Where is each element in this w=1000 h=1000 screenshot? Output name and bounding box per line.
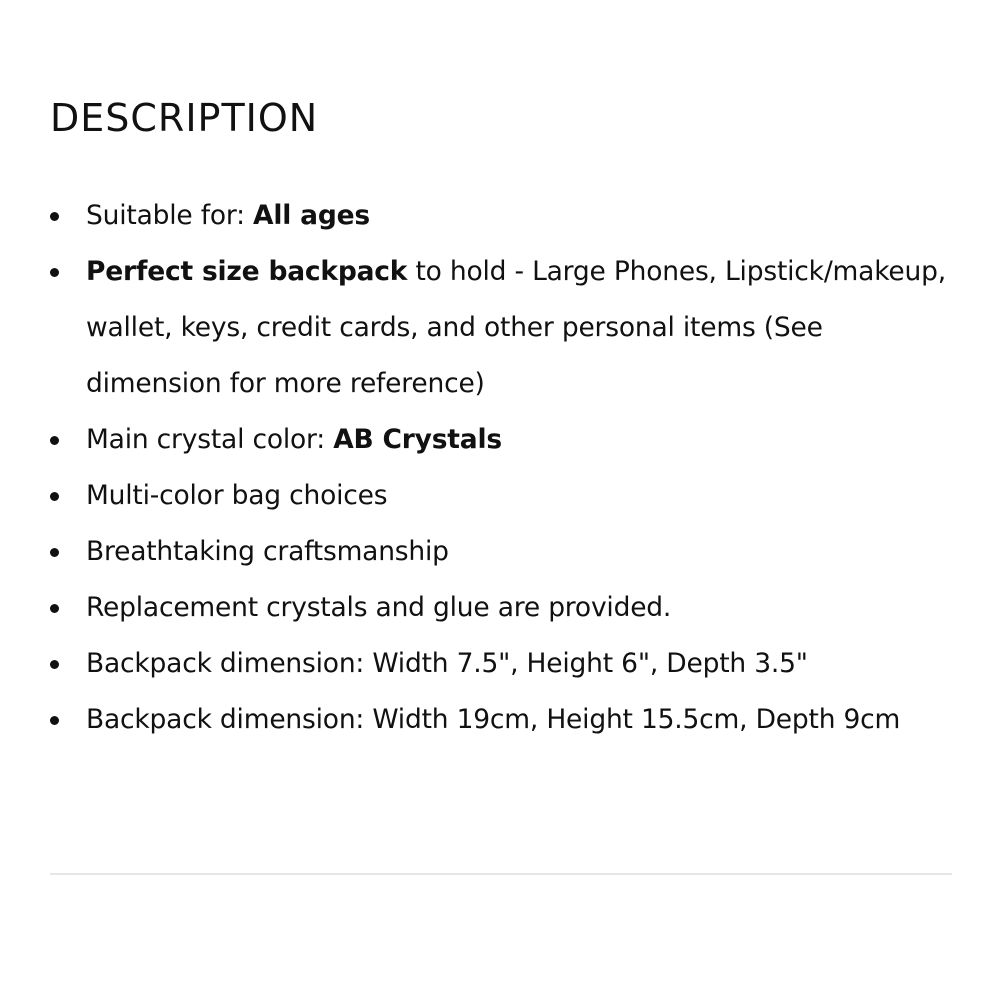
item-text: Suitable for: bbox=[86, 200, 254, 231]
bullet-icon bbox=[50, 604, 59, 613]
bullet-icon bbox=[50, 268, 59, 277]
section-title: DESCRIPTION bbox=[50, 96, 319, 140]
item-wrap bbox=[86, 244, 946, 412]
bullet-icon bbox=[50, 660, 59, 669]
list-item bbox=[50, 580, 960, 636]
section-divider bbox=[50, 873, 952, 875]
item-text: Main crystal color: bbox=[86, 424, 334, 455]
item-bold-text: All ages bbox=[253, 200, 370, 231]
bullet-icon bbox=[50, 548, 59, 557]
item-text: Replacement crystals and glue are provided. bbox=[86, 592, 672, 623]
list-item bbox=[50, 636, 960, 692]
description-section bbox=[50, 88, 960, 735]
list-item bbox=[50, 524, 960, 580]
item-bold-text: AB Crystals bbox=[333, 424, 502, 455]
item-text: to hold - Large Phones, Lipstick/makeup, wallet, keys, credit cards, and other personal items (See dimension for more reference) bbox=[86, 256, 946, 399]
item-text: Backpack dimension: Width 7.5", Height 6", Depth 3.5" bbox=[86, 648, 808, 679]
list-item bbox=[50, 412, 960, 468]
list-item bbox=[50, 468, 960, 524]
list-item bbox=[50, 188, 960, 244]
bullet-icon bbox=[50, 492, 59, 501]
list-item bbox=[50, 244, 960, 412]
feature-list bbox=[50, 188, 960, 748]
bullet-icon bbox=[50, 436, 59, 445]
item-text: Breathtaking craftsmanship bbox=[86, 536, 449, 567]
item-text: Backpack dimension: Width 19cm, Height 15.5cm, Depth 9cm bbox=[86, 704, 901, 735]
item-bold-text: Perfect size backpack bbox=[86, 256, 408, 287]
bullet-icon bbox=[50, 716, 59, 725]
bullet-icon bbox=[50, 212, 59, 221]
item-text: Multi-color bag choices bbox=[86, 480, 388, 511]
list-item bbox=[50, 692, 960, 748]
